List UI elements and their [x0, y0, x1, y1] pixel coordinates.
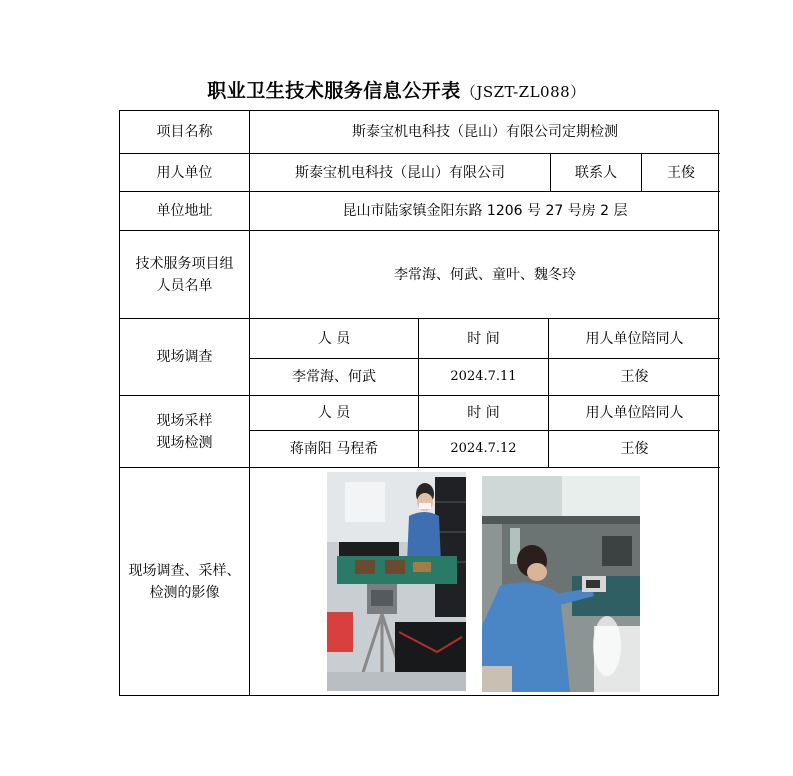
sampling-people-header	[250, 396, 419, 431]
sampling-time: 2024.7.12	[450, 441, 517, 456]
survey-escort-header-text: 用人单位陪同人	[585, 330, 684, 347]
site-photo-sampling	[482, 476, 640, 692]
page-title	[0, 76, 793, 103]
sampling-escort: 王俊	[620, 441, 649, 457]
title-main: 职业卫生技术服务信息公开表	[207, 80, 461, 102]
address-label: 单位地址	[156, 203, 213, 219]
survey-people-cell	[250, 359, 419, 396]
survey-time-header-text: 时 间	[467, 330, 500, 347]
survey-time: 2024.7.11	[450, 369, 517, 384]
sampling-people-header-text: 人 员	[317, 405, 351, 421]
team-label-line2: 人员名单	[156, 277, 213, 294]
site-photo-survey	[327, 472, 466, 691]
team-label-line1: 技术服务项目组	[135, 255, 234, 272]
employer-label-cell	[120, 154, 250, 192]
project-value-cell	[250, 111, 720, 154]
employer-value-cell	[250, 154, 551, 192]
sampling-label-line2: 现场检测	[156, 434, 213, 451]
contact-label: 联系人	[575, 164, 617, 181]
sampling-escort-cell	[549, 431, 720, 468]
team-value-cell	[250, 231, 720, 319]
sampling-time-header	[419, 396, 549, 431]
contact-value-cell	[642, 154, 720, 192]
address-value: 昆山市陆家镇金阳东路 1206 号 27 号房 2 层	[342, 203, 628, 219]
survey-people-header	[250, 319, 419, 359]
sampling-label-line1: 现场采样	[156, 412, 213, 429]
images-label-line2: 检测的影像	[149, 584, 220, 601]
survey-time-header	[419, 319, 549, 359]
title-code: （JSZT-ZL088）	[460, 83, 586, 101]
contact-value: 王俊	[667, 164, 695, 181]
sampling-escort-header-text: 用人单位陪同人	[585, 405, 684, 421]
employer-label: 用人单位	[156, 164, 213, 181]
disclosure-table	[119, 110, 719, 696]
project-label-cell	[120, 111, 250, 154]
sampling-time-header-text: 时 间	[467, 405, 500, 421]
survey-escort-cell	[549, 359, 720, 396]
address-value-cell	[250, 192, 720, 231]
employer-value: 斯泰宝机电科技（昆山）有限公司	[295, 164, 505, 181]
sampling-people-cell	[250, 431, 419, 468]
sampling-label-cell	[120, 396, 250, 468]
survey-people: 李常海、何武	[292, 369, 376, 385]
project-label: 项目名称	[156, 124, 213, 140]
sampling-time-cell	[419, 431, 549, 468]
survey-time-cell	[419, 359, 549, 396]
survey-label: 现场调查	[156, 349, 213, 365]
survey-escort: 王俊	[620, 369, 649, 385]
team-value: 李常海、何武、童叶、魏冬玲	[394, 266, 576, 283]
survey-label-cell	[120, 319, 250, 396]
sampling-escort-header	[549, 396, 720, 431]
images-label-line1: 现场调查、采样、	[128, 562, 241, 579]
team-label-cell	[120, 231, 250, 319]
project-value: 斯泰宝机电科技（昆山）有限公司定期检测	[352, 124, 618, 140]
address-label-cell	[120, 192, 250, 231]
survey-people-header-text: 人 员	[317, 330, 351, 347]
sampling-people: 蒋南阳 马程希	[289, 441, 379, 457]
contact-label-cell	[551, 154, 642, 192]
survey-escort-header	[549, 319, 720, 359]
images-label-cell	[120, 468, 250, 695]
